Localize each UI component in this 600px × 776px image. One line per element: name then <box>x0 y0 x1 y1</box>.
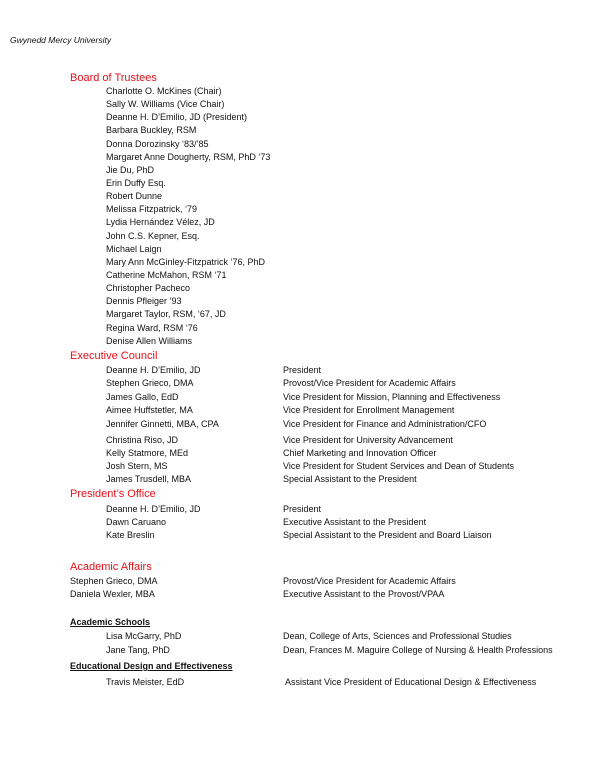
person-title: Special Assistant to the President <box>283 474 417 484</box>
person-title: Vice President for Student Services and Dean of Students <box>283 461 514 471</box>
person-title: Vice President for Finance and Administration/CFO <box>283 419 487 429</box>
person-name: Aimee Huffstetler, MA <box>106 405 193 415</box>
board-member: Denise Allen Williams <box>106 335 193 346</box>
person-name: Jane Tang, PhD <box>106 645 170 655</box>
board-member: Donna Dorozinsky ‘83/’85 <box>106 138 209 149</box>
person-name: Josh Stern, MS <box>106 461 168 471</box>
educational-design-heading: Educational Design and Effectiveness <box>70 661 233 671</box>
board-member: Jie Du, PhD <box>106 164 155 175</box>
person-name: Stephen Grieco, DMA <box>106 378 194 388</box>
academic-affairs-heading: Academic Affairs <box>70 561 152 573</box>
person-name: Kate Breslin <box>106 530 155 540</box>
person-name: Stephen Grieco, DMA <box>70 576 158 586</box>
person-name: Jennifer Ginnetti, MBA, CPA <box>106 419 219 429</box>
document-header: Gwynedd Mercy University <box>10 35 112 45</box>
person-name: Christina Riso, JD <box>106 435 179 445</box>
board-member: Erin Duffy Esq. <box>106 177 166 188</box>
board-member: Christopher Pacheco <box>106 283 191 294</box>
board-member: Sally W. Williams (Vice Chair) <box>106 99 225 110</box>
board-member: Barbara Buckley, RSM <box>106 125 197 136</box>
board-member: Margaret Taylor, RSM, ‘67, JD <box>106 309 226 320</box>
person-title: President <box>283 365 322 375</box>
academic-schools-heading: Academic Schools <box>70 617 151 627</box>
board-member: Catherine McMahon, RSM ‘71 <box>106 269 227 280</box>
person-name: Deanne H. D’Emilio, JD <box>106 365 201 375</box>
person-title: Dean, College of Arts, Sciences and Professional Studies <box>283 631 512 641</box>
board-member: Charlotte O. McKines (Chair) <box>106 86 222 96</box>
person-title: Provost/Vice President for Academic Affairs <box>283 576 456 586</box>
person-title: Executive Assistant to the President <box>283 517 427 527</box>
person-name: Dawn Caruano <box>106 517 167 527</box>
person-name: Daniela Wexler, MBA <box>70 589 155 599</box>
person-title: Assistant Vice President of Educational Design & Effectiveness <box>285 677 537 687</box>
person-title: Chief Marketing and Innovation Officer <box>283 448 437 458</box>
board-member: Robert Dunne <box>106 191 163 202</box>
board-member: John C.S. Kepner, Esq. <box>106 230 200 241</box>
person-title: Special Assistant to the President and Board Liaison <box>283 530 492 540</box>
board-member: Margaret Anne Dougherty, RSM, PhD ‘73 <box>106 151 271 162</box>
person-name: James Trusdell, MBA <box>106 474 192 484</box>
person-name: Lisa McGarry, PhD <box>106 631 182 641</box>
person-name: James Gallo, EdD <box>106 392 179 402</box>
person-name: Deanne H. D’Emilio, JD <box>106 504 201 514</box>
board-member: Mary Ann McGinley-Fitzpatrick ‘76, PhD <box>106 256 266 267</box>
board-member-list <box>106 85 270 348</box>
board-member: Michael Laign <box>106 243 162 254</box>
person-title: Vice President for University Advancement <box>283 435 453 445</box>
person-title: Dean, Frances M. Maguire College of Nursing & Health Professions <box>283 645 553 655</box>
presidents-office-heading: President’s Office <box>70 488 156 500</box>
person-name: Kelly Statmore, MEd <box>106 448 189 458</box>
board-member: Deanne H. D’Emilio, JD (President) <box>106 112 248 123</box>
person-title: Provost/Vice President for Academic Affairs <box>283 378 456 388</box>
person-title: Vice President for Mission, Planning and Effectiveness <box>283 392 501 402</box>
board-member: Lydia Hernández Vélez, JD <box>106 217 215 228</box>
board-member: Dennis Pfleiger ‘93 <box>106 296 182 307</box>
board-member: Regina Ward, RSM ‘76 <box>106 322 198 333</box>
person-title: Vice President for Enrollment Management <box>283 405 455 415</box>
executive-council-heading: Executive Council <box>70 350 158 362</box>
board-heading: Board of Trustees <box>70 72 157 84</box>
person-title: President <box>283 504 322 514</box>
person-name: Travis Meister, EdD <box>106 677 185 687</box>
board-member: Melissa Fitzpatrick, ‘79 <box>106 204 198 215</box>
person-title: Executive Assistant to the Provost/VPAA <box>283 589 445 599</box>
